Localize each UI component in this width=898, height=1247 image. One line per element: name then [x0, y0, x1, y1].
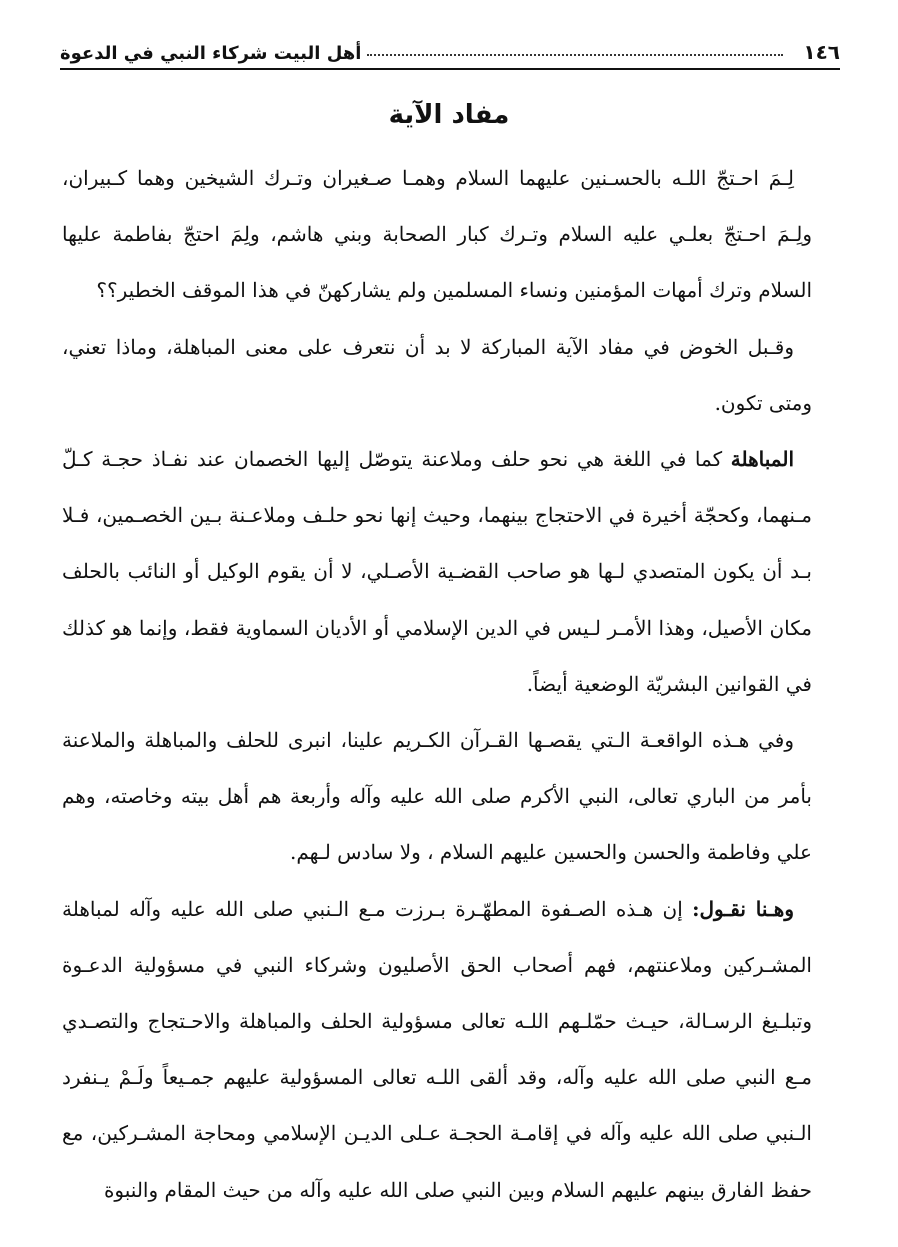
paragraph-text: وفي هـذه الواقعـة الـتي يقصـها القـرآن الكـريم علينا، انبرى للحلف والمباهلة والملاعنة بأمر من الباري تعالى، النبي الأكرم صلى الله عليه وآله وأربعة هم أهل بيته وخاصته، وهم علي وفاطمة والحسن والحسين عليهم السلام ، ولا سادس لـهم. [62, 728, 812, 865]
paragraph [62, 881, 812, 1218]
paragraph-text: وقـبل الخوض في مفاد الآية المباركة لا بد أن نتعرف على معنى المباهلة، وماذا تعني، ومتى تكون. [62, 334, 812, 415]
paragraph-text: لِـمَ احـتجّ اللـه بالحسـنين عليهما السلام وهمـا صـغيران وتـرك الشيخين وهما كـبيران، ولِـمَ احـتجّ بعلـي عليه السلام وتـرك كبار الصحابة وبني هاشم، ولِمَ احتجّ بفاطمة عليها السلام وترك أمهات المؤمنين ونساء المسلمين ولم يشاركهنّ في هذا الموقف الخطير؟؟ [62, 166, 812, 303]
paragraph [62, 319, 812, 431]
paragraph-text: إن هـذه الصـفوة المطهّـرة بـرزت مـع الـنبي صلى الله عليه وآله لمباهلة المشـركين وملاعنتهم، فهم أصحاب الحق الأصليون وشركاء النبي في مسؤولية الدعـوة وتبلـيغ الرسـالة، حيـث حمّلـهم اللـه تعالى مسؤولية الحلف والمباهلة والاحـتجاج والتصـدي مـع النبي صلى الله عليه وآله، وقد ألقى اللـه تعالى المسؤولية عليهم جمـيعاً ولَـمْ يـنفرد الـنبي صلى الله عليه وآله في إقامـة الحجـة عـلى الديـن الإسلامي ومحاجة المشـركين، مع حفظ الفارق بينهم عليهم السلام وبين النبي صلى الله عليه وآله من حيث المقام والنبوة [62, 896, 812, 1202]
paragraph-text: كما في اللغة هي نحو حلف وملاعنة يتوصّل إليها الخصمان عند نفـاذ حجـة كـلّ مـنهما، وكحجّة أخيرة في الاحتجاج بينهما، وحيث إنها نحو حلـف وملاعـنة بـين الخصـمين، فـلا بـد أن يكون المتصدي لـها هو صاحب القضـية الأصـلي، لا أن يقوم الوكيل أو النائب بالحلف مكان الأصيل، وهذا الأمـر لـيس في الدين الإسلامي أو الأديان السماوية فقط، وإنما هو كذلك في القوانين البشريّة الوضعية أيضاً. [62, 447, 812, 696]
page-number: ١٤٦ [803, 40, 840, 64]
paragraph [62, 431, 812, 712]
paragraph [62, 150, 812, 319]
paragraph-lead: وهـنا نقـول: [692, 896, 794, 921]
paragraph [62, 712, 812, 881]
body-text [62, 150, 812, 1218]
running-header [60, 32, 840, 70]
paragraph-lead: المباهلة [730, 447, 794, 472]
running-title: أهل البيت شركاء النبي في الدعوة [60, 43, 362, 64]
section-title: مفاد الآية [388, 100, 510, 130]
header-leader-dots [367, 54, 783, 56]
